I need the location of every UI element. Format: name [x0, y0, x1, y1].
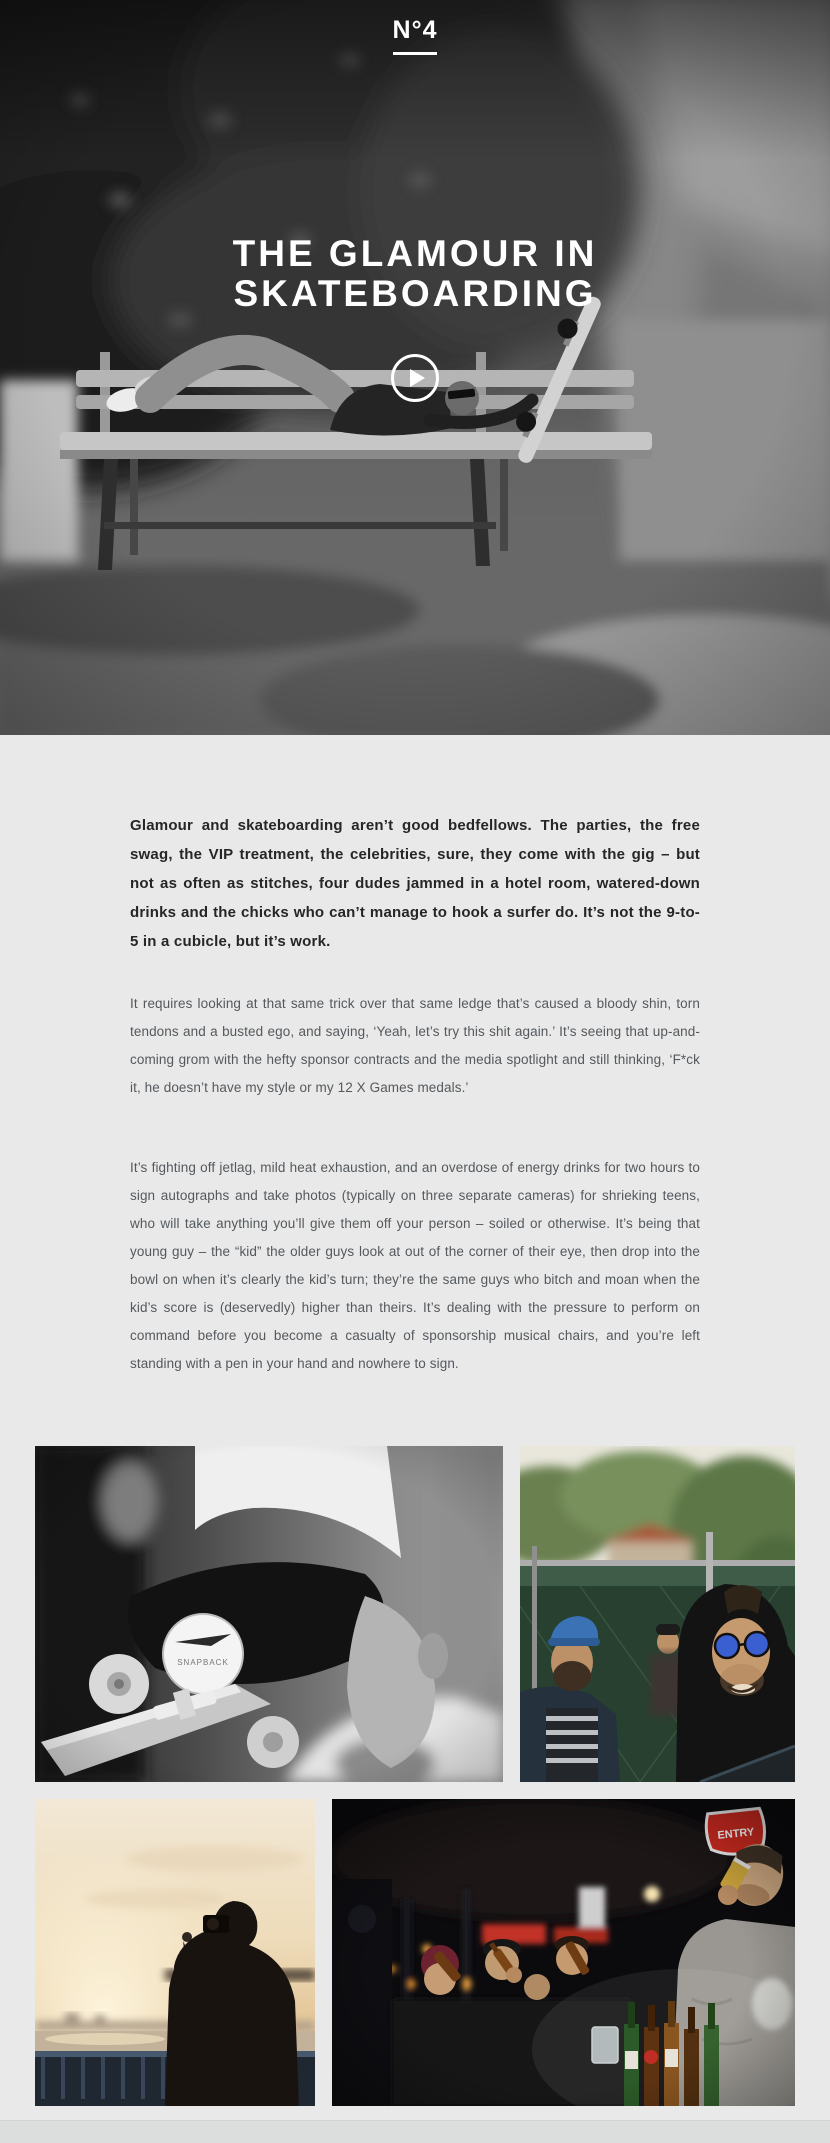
gallery-photo-sunset[interactable] — [35, 1799, 315, 2106]
intro-paragraph: Glamour and skateboarding aren’t good bedfellows. The parties, the free swag, the VIP treatment, the celebrities, sure, they come with the gig – but not as often as stitches, four dudes jammed in a hotel room, watered-down drinks and the chicks who can’t manage to hook a surfer do. It’s not the 9-to-5 in a cubicle, but it’s work. — [130, 817, 700, 950]
gallery-photo-party[interactable] — [332, 1799, 795, 2106]
page-title-line2: SKATEBOARDING — [233, 273, 597, 314]
page-title-line1: THE GLAMOUR IN — [232, 233, 598, 274]
issue-underline — [393, 52, 437, 55]
issue-number: N°4 — [392, 16, 438, 44]
play-icon — [410, 369, 425, 387]
play-button[interactable] — [391, 354, 439, 402]
hero-section — [0, 0, 830, 735]
photo-sunset-art — [35, 1799, 315, 2106]
photo-gallery — [35, 1446, 795, 2106]
footer-strip — [0, 2120, 830, 2143]
gallery-row-1 — [35, 1446, 795, 1782]
photo-party-art — [332, 1799, 795, 2106]
gallery-row-2 — [35, 1799, 795, 2106]
article-body — [130, 811, 700, 1378]
photo-crew-art — [520, 1446, 795, 1782]
photo-signing-art — [35, 1446, 503, 1782]
paragraph-3: It’s fighting off jetlag, mild heat exhaustion, and an overdose of energy drinks for two hours to sign autographs and take photos (typically on three separate cameras) for shrieking teens, who will take anything you’ll give them off your person – soiled or otherwise. It’s being that young guy – the “kid” the older guys look at out of the corner of their eye, then drop into the bowl on when it’s clearly the kid’s turn; they’re the same guys who bitch and moan when the kid’s score is (deservedly) higher than theirs. It’s dealing with the pressure to perform on command before you become a casualty of sponsorship musical chairs, and you’re left standing with a pen in your hand and nowhere to sign. — [130, 1160, 700, 1371]
article-content — [0, 735, 830, 2120]
gallery-photo-crew-fence[interactable] — [520, 1446, 795, 1782]
page-title — [0, 234, 830, 314]
paragraph-2: It requires looking at that same trick over that same ledge that’s caused a bloody shin, torn tendons and a busted ego, and saying, ‘Yeah, let’s try this shit again.’ It’s seeing that up-and-coming grom with the hefty sponsor contracts and the media spotlight and still thinking, ‘F*ck it, he doesn’t have my style or my 12 X Games medals.’ — [130, 996, 700, 1095]
gallery-photo-signing[interactable] — [35, 1446, 503, 1782]
